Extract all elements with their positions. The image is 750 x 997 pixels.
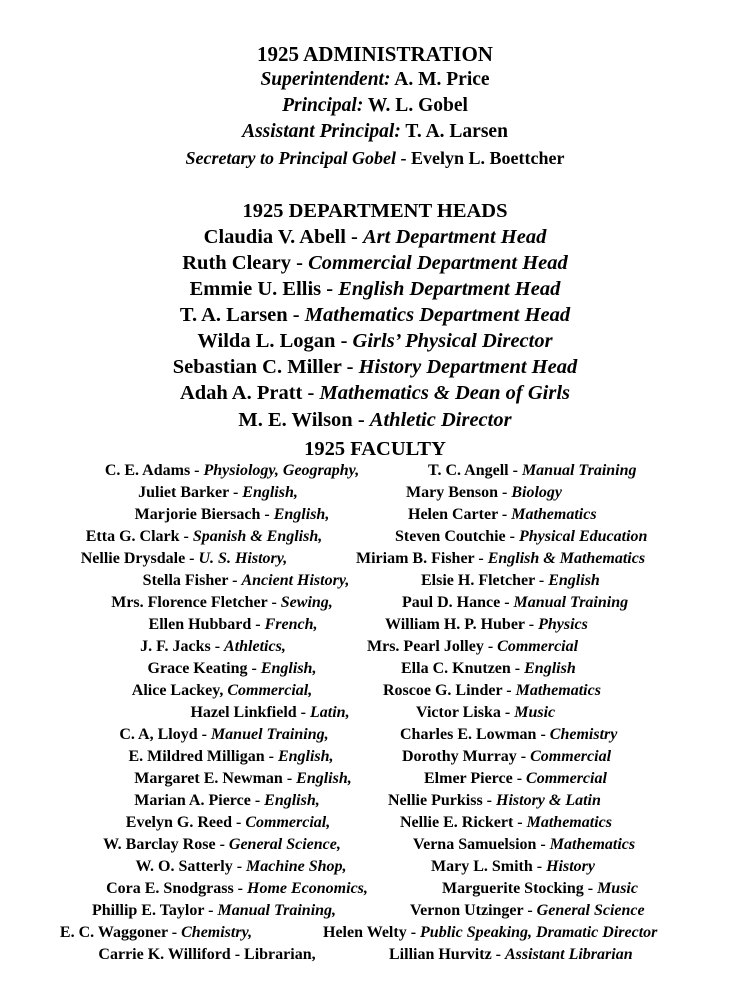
faculty-subject: English, bbox=[296, 770, 352, 787]
faculty-entry-left bbox=[105, 460, 359, 482]
faculty-row bbox=[0, 658, 750, 680]
department-head-line bbox=[0, 224, 750, 250]
person-name: Emmie U. Ellis - bbox=[189, 278, 339, 300]
faculty-entry-left bbox=[136, 856, 347, 878]
person-name: Claudia V. Abell - bbox=[203, 226, 363, 248]
faculty-subject: General Science bbox=[536, 902, 645, 919]
faculty-name: Hazel Linkfield - bbox=[190, 704, 310, 721]
faculty-row bbox=[0, 746, 750, 768]
faculty-row bbox=[0, 790, 750, 812]
faculty-row bbox=[0, 768, 750, 790]
faculty-entry-right bbox=[421, 570, 600, 592]
faculty-row bbox=[0, 526, 750, 548]
faculty-entry-left bbox=[98, 944, 315, 966]
faculty-name: Marguerite Stocking - bbox=[442, 880, 598, 897]
faculty-entry-left bbox=[135, 504, 330, 526]
faculty-row bbox=[0, 702, 750, 724]
faculty-entry-right bbox=[383, 680, 601, 702]
faculty-subject: English, bbox=[277, 748, 334, 765]
faculty-subject: Mathematics bbox=[511, 506, 597, 523]
administration-line bbox=[0, 119, 750, 145]
person-name: Ruth Cleary - bbox=[182, 252, 309, 274]
faculty-name: E. C. Waggoner - bbox=[59, 924, 182, 941]
faculty-entry-right bbox=[385, 614, 588, 636]
faculty-entry-left bbox=[190, 702, 349, 724]
department-heads-title: 1925 DEPARTMENT HEADS bbox=[242, 200, 508, 222]
faculty-name: Paul D. Hance - bbox=[402, 594, 514, 611]
faculty-name: Margaret E. Newman - bbox=[134, 770, 297, 787]
faculty-list bbox=[0, 460, 750, 966]
role: Girls’ Physical Director bbox=[352, 330, 553, 352]
faculty-entry-left bbox=[134, 768, 351, 790]
faculty-subject: Public Speaking, Dramatic Director bbox=[420, 924, 658, 941]
faculty-row bbox=[0, 680, 750, 702]
faculty-name: E. Mildred Milligan - bbox=[128, 748, 278, 765]
faculty-entry-right bbox=[400, 724, 617, 746]
person-name: T. A. Larsen - bbox=[179, 304, 305, 326]
faculty-name: Mary Benson - bbox=[406, 484, 512, 501]
faculty-entry-left bbox=[60, 922, 252, 944]
faculty-entry-left bbox=[148, 658, 317, 680]
role: Superintendent: bbox=[260, 69, 391, 90]
administration-line bbox=[0, 145, 750, 171]
faculty-row bbox=[0, 460, 750, 482]
faculty-row bbox=[0, 570, 750, 592]
faculty-subject: History & Latin bbox=[496, 792, 601, 809]
faculty-subject: Ancient History, bbox=[241, 572, 350, 589]
role: Mathematics & Dean of Girls bbox=[319, 382, 571, 404]
faculty-subject: Manuel Training, bbox=[210, 726, 329, 743]
faculty-subject: English, bbox=[264, 792, 320, 809]
faculty-name: Stella Fisher - bbox=[142, 572, 242, 589]
faculty-name: Verna Samuelsion - bbox=[413, 836, 550, 853]
faculty-row bbox=[0, 614, 750, 636]
faculty-title: 1925 FACULTY bbox=[304, 438, 446, 460]
faculty-entry-right bbox=[356, 548, 645, 570]
faculty-subject: Physics bbox=[538, 616, 588, 633]
faculty-row bbox=[0, 922, 750, 944]
faculty-subject: Chemistry bbox=[549, 726, 618, 743]
faculty-entry-left bbox=[103, 834, 341, 856]
person-name: - Evelyn L. Boettcher bbox=[396, 148, 565, 168]
faculty-entry-left bbox=[86, 526, 323, 548]
faculty-name: William H. P. Huber - bbox=[385, 616, 539, 633]
department-head-line bbox=[0, 407, 750, 433]
faculty-subject: Manual Training bbox=[513, 594, 629, 611]
department-head-line bbox=[0, 276, 750, 302]
faculty-name: Nellie Drysdale - bbox=[80, 550, 199, 567]
faculty-row bbox=[0, 504, 750, 526]
faculty-subject: General Science, bbox=[228, 836, 341, 853]
faculty-subject: Chemistry, bbox=[181, 924, 253, 941]
faculty-entry-right bbox=[428, 460, 637, 482]
faculty-subject: Manual Training bbox=[521, 462, 637, 479]
faculty-subject: Commercial, bbox=[245, 814, 331, 831]
faculty-subject: Commercial bbox=[530, 748, 612, 765]
faculty-subject: History bbox=[546, 858, 595, 875]
faculty-name: W. Barclay Rose - bbox=[103, 836, 229, 853]
department-head-line bbox=[0, 380, 750, 406]
faculty-name: Roscoe G. Linder - bbox=[383, 682, 516, 699]
faculty-name: Marjorie Biersach - bbox=[134, 506, 274, 523]
faculty-entry-left bbox=[128, 746, 333, 768]
faculty-entry-left bbox=[111, 592, 333, 614]
faculty-subject: Athletics, bbox=[224, 638, 286, 655]
faculty-name: Vernon Utzinger - bbox=[410, 902, 537, 919]
role: Mathematics Department Head bbox=[304, 304, 571, 326]
faculty-name: Charles E. Lowman - bbox=[400, 726, 550, 743]
faculty-name: W. O. Satterly - bbox=[135, 858, 247, 875]
administration-line bbox=[0, 93, 750, 119]
faculty-entry-right bbox=[413, 834, 635, 856]
role: English Department Head bbox=[338, 278, 561, 300]
faculty-name: Nellie E. Rickert - bbox=[400, 814, 527, 831]
role: Commercial Department Head bbox=[308, 252, 568, 274]
faculty-subject: Assistant Librarian bbox=[505, 946, 633, 963]
faculty-name: Mrs. Florence Fletcher - bbox=[111, 594, 281, 611]
department-head-line bbox=[0, 250, 750, 276]
faculty-name: Etta G. Clark - bbox=[85, 528, 193, 545]
faculty-subject: Commercial bbox=[497, 638, 579, 655]
faculty-entry-right bbox=[424, 768, 607, 790]
faculty-entry-right bbox=[401, 658, 576, 680]
faculty-subject: Music bbox=[597, 880, 638, 897]
faculty-entry-left bbox=[132, 680, 312, 702]
faculty-entry-right bbox=[402, 592, 628, 614]
faculty-subject: Mathematics bbox=[515, 682, 601, 699]
faculty-subject: Spanish & English, bbox=[192, 528, 323, 545]
role: Principal: bbox=[282, 95, 364, 116]
faculty-name: Helen Carter - bbox=[408, 506, 512, 523]
faculty-subject: U. S. History, bbox=[198, 550, 288, 567]
faculty-name: Evelyn G. Reed - bbox=[125, 814, 246, 831]
faculty-subject: Music bbox=[514, 704, 556, 721]
faculty-subject: Commercial bbox=[526, 770, 607, 787]
faculty-subject: English & Mathematics bbox=[487, 550, 646, 567]
faculty-name: Elsie H. Fletcher - bbox=[421, 572, 549, 589]
faculty-subject: English, bbox=[273, 506, 330, 523]
faculty-subject: Sewing, bbox=[280, 594, 333, 611]
faculty-row bbox=[0, 944, 750, 966]
person-name: W. L. Gobel bbox=[363, 95, 468, 116]
faculty-name: Cora E. Snodgrass - bbox=[106, 880, 248, 897]
faculty-name: Mrs. Pearl Jolley - bbox=[367, 638, 498, 655]
faculty-entry-right bbox=[442, 878, 638, 900]
faculty-name: Alice Lackey, bbox=[131, 682, 228, 699]
faculty-subject: Mathematics bbox=[526, 814, 612, 831]
faculty-name: Phillip E. Taylor - bbox=[91, 902, 218, 919]
faculty-entry-left bbox=[106, 878, 368, 900]
faculty-subject: Machine Shop, bbox=[246, 858, 347, 875]
faculty-name: Juliet Barker - bbox=[138, 484, 243, 501]
faculty-entry-right bbox=[389, 944, 633, 966]
faculty-subject: English, bbox=[260, 660, 317, 677]
faculty-entry-right bbox=[402, 746, 611, 768]
faculty-row bbox=[0, 636, 750, 658]
administration-line bbox=[0, 67, 750, 93]
faculty-name: Ella C. Knutzen - bbox=[401, 660, 525, 677]
role: Assistant Principal: bbox=[242, 121, 401, 142]
faculty-subject: Latin, bbox=[310, 704, 350, 721]
faculty-entry-right bbox=[367, 636, 578, 658]
faculty-name: Ellen Hubbard - bbox=[148, 616, 265, 633]
faculty-row bbox=[0, 548, 750, 570]
faculty-subject: Home Economics, bbox=[247, 880, 368, 897]
person-name: A. M. Price bbox=[390, 69, 490, 90]
faculty-entry-right bbox=[323, 922, 657, 944]
department-head-line bbox=[0, 328, 750, 354]
faculty-entry-left bbox=[138, 482, 298, 504]
person-name: M. E. Wilson - bbox=[238, 409, 370, 431]
faculty-entry-right bbox=[431, 856, 595, 878]
faculty-name: Miriam B. Fisher - bbox=[356, 550, 488, 567]
faculty-subject: Physiology, Geography, bbox=[203, 462, 360, 479]
faculty-entry-left bbox=[149, 614, 318, 636]
faculty-name: T. C. Angell - bbox=[428, 462, 522, 479]
faculty-entry-right bbox=[410, 900, 645, 922]
faculty-subject: English bbox=[524, 660, 576, 677]
faculty-entry-right bbox=[400, 812, 612, 834]
faculty-entry-right bbox=[416, 702, 555, 724]
faculty-name: Elmer Pierce - bbox=[424, 770, 527, 787]
faculty-row bbox=[0, 878, 750, 900]
faculty-entry-left bbox=[81, 548, 288, 570]
faculty-row bbox=[0, 482, 750, 504]
faculty-row bbox=[0, 724, 750, 746]
faculty-subject: English bbox=[548, 572, 600, 589]
faculty-entry-left bbox=[143, 570, 350, 592]
faculty-subject: Commercial, bbox=[227, 682, 313, 699]
faculty-row bbox=[0, 592, 750, 614]
faculty-name: Carrie K. Williford - Librarian, bbox=[98, 946, 316, 963]
faculty-name: Mary L. Smith - bbox=[431, 858, 547, 875]
faculty-row bbox=[0, 900, 750, 922]
faculty-name: C. E. Adams - bbox=[104, 462, 204, 479]
faculty-name: Lillian Hurvitz - bbox=[389, 946, 505, 963]
faculty-name: J. F. Jacks - bbox=[140, 638, 225, 655]
faculty-name: Nellie Purkiss - bbox=[388, 792, 496, 809]
administration-title: 1925 ADMINISTRATION bbox=[257, 42, 493, 66]
faculty-row bbox=[0, 812, 750, 834]
faculty-subject: Physical Education bbox=[518, 528, 648, 545]
faculty-entry-right bbox=[406, 482, 562, 504]
faculty-entry-left bbox=[134, 790, 319, 812]
role: Athletic Director bbox=[369, 409, 512, 431]
faculty-row bbox=[0, 834, 750, 856]
faculty-name: Grace Keating - bbox=[147, 660, 261, 677]
faculty-name: Marian A. Pierce - bbox=[134, 792, 265, 809]
faculty-entry-left bbox=[126, 812, 330, 834]
faculty-row bbox=[0, 856, 750, 878]
faculty-subject: French, bbox=[264, 616, 318, 633]
faculty-name: C. A, Lloyd - bbox=[119, 726, 211, 743]
department-head-line bbox=[0, 302, 750, 328]
role: Secretary to Principal Gobel bbox=[185, 148, 396, 168]
faculty-name: Victor Liska - bbox=[416, 704, 515, 721]
faculty-subject: Biology bbox=[511, 484, 562, 501]
faculty-entry-right bbox=[408, 504, 597, 526]
faculty-subject: English, bbox=[242, 484, 298, 501]
faculty-entry-left bbox=[140, 636, 286, 658]
faculty-name: Steven Coutchie - bbox=[395, 528, 519, 545]
role: History Department Head bbox=[358, 356, 578, 378]
faculty-subject: Manual Training, bbox=[217, 902, 337, 919]
faculty-subject: Mathematics bbox=[549, 836, 636, 853]
person-name: Wilda L. Logan - bbox=[197, 330, 353, 352]
faculty-entry-right bbox=[388, 790, 601, 812]
person-name: Sebastian C. Miller - bbox=[172, 356, 359, 378]
faculty-name: Dorothy Murray - bbox=[402, 748, 531, 765]
person-name: Adah A. Pratt - bbox=[179, 382, 320, 404]
department-head-line bbox=[0, 354, 750, 380]
person-name: T. A. Larsen bbox=[400, 121, 508, 142]
role: Art Department Head bbox=[362, 226, 547, 248]
faculty-entry-left bbox=[92, 900, 336, 922]
faculty-entry-right bbox=[395, 526, 647, 548]
faculty-entry-left bbox=[119, 724, 328, 746]
faculty-name: Helen Welty - bbox=[323, 924, 421, 941]
